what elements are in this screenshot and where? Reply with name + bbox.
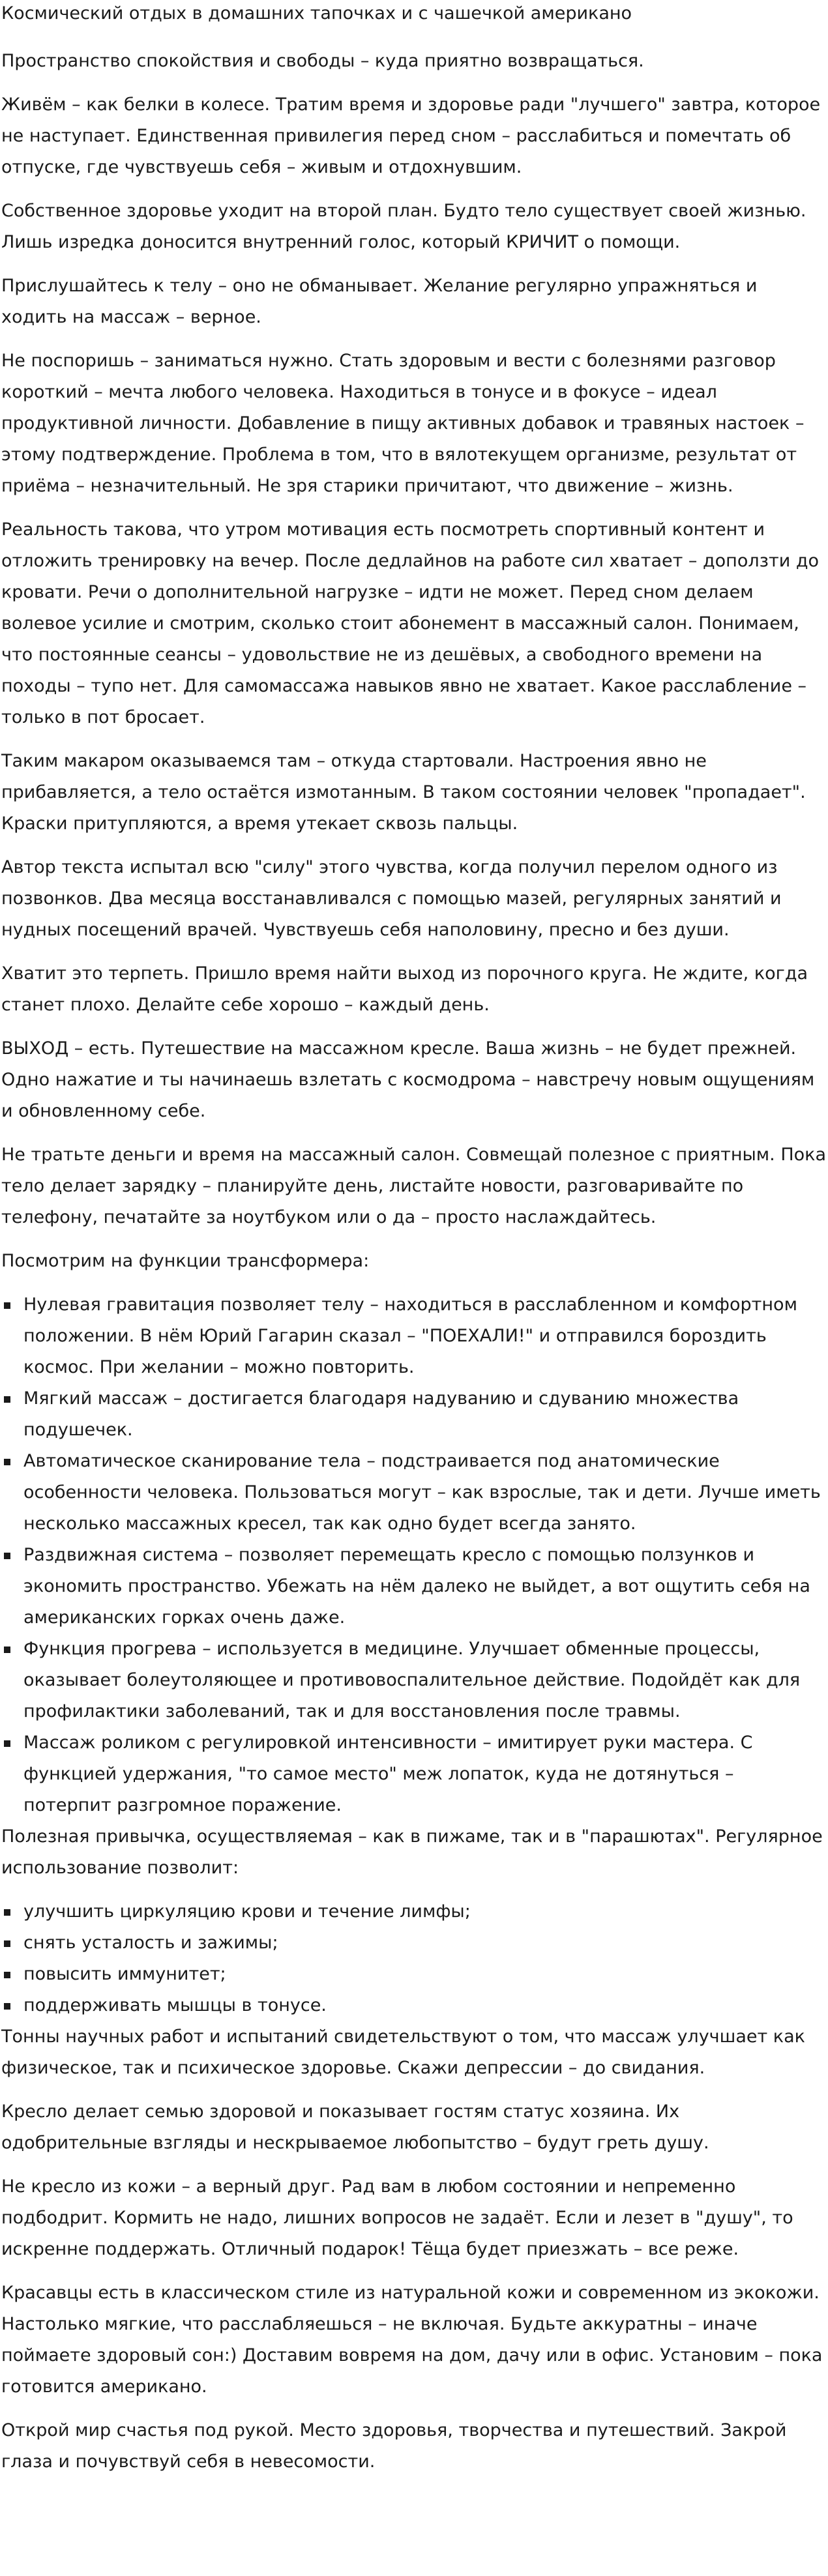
feature-item: Функция прогрева – используется в медицине. Улучшает обменные процессы, оказывает болеутоляющее и противовоспалительное действие. Подойдёт как для профилактики заболеваний, так и для восстановления после травмы. <box>1 1633 827 1727</box>
benefit-item: снять усталость и зажимы; <box>1 1927 827 1959</box>
feature-item: Раздвижная система – позволяет перемещать кресло с помощью ползунков и экономить пространство. Убежать на нём далеко не выйдет, а вот ощутить себя на американских горках очень даже. <box>1 1540 827 1633</box>
benefits-list <box>1 1896 827 2021</box>
article-title: Космический отдых в домашних тапочках и с чашечкой американо <box>1 3 632 23</box>
paragraph: Красавцы есть в классическом стиле из натуральной кожи и современном из экокожи. Настолько мягкие, что расслабляешься – не включая. Будьте аккуратны – иначе поймаете здоровый сон:) Доставим вовремя на дом, дачу или в офис. Установим – пока готовится американо. <box>1 2283 823 2397</box>
paragraph: Прислушайтесь к телу – оно не обманывает. Желание регулярно упражняться и ходить на массаж – верное. <box>1 276 758 327</box>
feature-item: Автоматическое сканирование тела – подстраивается под анатомические особенности человека. Пользоваться могут – как взрослые, так и дети. Лучше иметь несколько массажных кресел, так как одно будет всегда занято. <box>1 1446 827 1540</box>
paragraph: Таким макаром оказываемся там – откуда стартовали. Настроения явно не прибавляется, а тело остаётся измотанным. В таком состоянии человек "пропадает". Краски притупляются, а время утекает сквозь пальцы. <box>1 751 806 834</box>
paragraph: Не кресло из кожи – а верный друг. Рад вам в любом состоянии и непременно подбодрит. Кормить не надо, лишних вопросов не задаёт. Если и лезет в "душу", то искренне поддержать. Отличный подарок! Тёща будет приезжать – все реже. <box>1 2176 793 2259</box>
features-intro: Посмотрим на функции трансформера: <box>1 1251 370 1271</box>
benefit-item: поддерживать мышцы в тонусе. <box>1 1990 827 2021</box>
paragraph: Не поспоришь – заниматься нужно. Стать здоровым и вести с болезнями разговор короткий – мечта любого человека. Находиться в тонусе и в фокусе – идеал продуктивной личности. Добавление в пищу активных добавок и травяных настоек – этому подтверждение. Проблема в том, что в вялотекущем организме, результат от приёма – незначительный. Не зря старики причитают, что движение – жизнь. <box>1 351 805 496</box>
paragraph: Пространство спокойствия и свободы – куда приятно возвращаться. <box>1 51 644 71</box>
paragraph: Не тратьте деньги и время на массажный салон. Совмещай полезное с приятным. Пока тело делает зарядку – планируйте день, листайте новости, разговаривайте по телефону, печатайте за ноутбуком или о да – просто наслаждайтесь. <box>1 1145 827 1227</box>
feature-item: Мягкий массаж – достигается благодаря надуванию и сдуванию множества подушечек. <box>1 1383 827 1446</box>
paragraph: Открой мир счастья под рукой. Место здоровья, творчества и путешествий. Закрой глаза и почувствуй себя в невесомости. <box>1 2420 787 2472</box>
paragraph: ВЫХОД – есть. Путешествие на массажном кресле. Ваша жизнь – не будет прежней. Одно нажатие и ты начинаешь взлетать с космодрома – навстречу новым ощущениям и обновленному себе. <box>1 1038 815 1121</box>
benefits-intro: Полезная привычка, осуществляемая – как в пижаме, так и в "парашютах". Регулярное использование позволит: <box>1 1826 823 1878</box>
paragraph: Тонны научных работ и испытаний свидетельствуют о том, что массаж улучшает как физическое, так и психическое здоровье. Скажи депрессии – до свидания. <box>1 2027 805 2078</box>
paragraph: Живём – как белки в колесе. Тратим время и здоровье ради "лучшего" завтра, которое не наступает. Единственная привилегия перед сном – расслабиться и помечтать об отпуске, где чувствуешь себя – живым и отдохнувшим. <box>1 95 821 177</box>
benefit-item: улучшить циркуляцию крови и течение лимфы; <box>1 1896 827 1927</box>
benefit-item: повысить иммунитет; <box>1 1959 827 1990</box>
feature-item: Массаж роликом с регулировкой интенсивности – имитирует руки мастера. С функцией удержания, "то самое место" меж лопаток, куда не дотянуться – потерпит разгромное поражение. <box>1 1727 827 1821</box>
paragraph: Реальность такова, что утром мотивация есть посмотреть спортивный контент и отложить тренировку на вечер. После дедлайнов на работе сил хватает – доползти до кровати. Речи о дополнительной нагрузке – идти не может. Перед сном делаем волевое усилие и смотрим, сколько стоит абонемент в массажный салон. Понимаем, что постоянные сеансы – удовольствие не из дешёвых, а свободного времени на походы – тупо нет. Для самомассажа навыков явно не хватает. Какое расслабление – только в пот бросает. <box>1 520 820 727</box>
feature-item: Нулевая гравитация позволяет телу – находиться в расслабленном и комфортном положении. В нём Юрий Гагарин сказал – "ПОЕХАЛИ!" и отправился бороздить космос. При желании – можно повторить. <box>1 1289 827 1383</box>
paragraph: Автор текста испытал всю "силу" этого чувства, когда получил перелом одного из позвонков. Два месяца восстанавливался с помощью мазей, регулярных занятий и нудных посещений врачей. Чувствуешь себя наполовину, пресно и без души. <box>1 857 782 940</box>
paragraph: Хватит это терпеть. Пришло время найти выход из порочного круга. Не ждите, когда станет плохо. Делайте себе хорошо – каждый день. <box>1 963 808 1015</box>
paragraph: Собственное здоровье уходит на второй план. Будто тело существует своей жизнью. Лишь изредка доносится внутренний голос, который КРИЧИТ о помощи. <box>1 201 806 252</box>
paragraph: Кресло делает семью здоровой и показывает гостям статус хозяина. Их одобрительные взгляды и нескрываемое любопытство – будут греть душу. <box>1 2101 709 2153</box>
features-list <box>1 1289 827 1821</box>
